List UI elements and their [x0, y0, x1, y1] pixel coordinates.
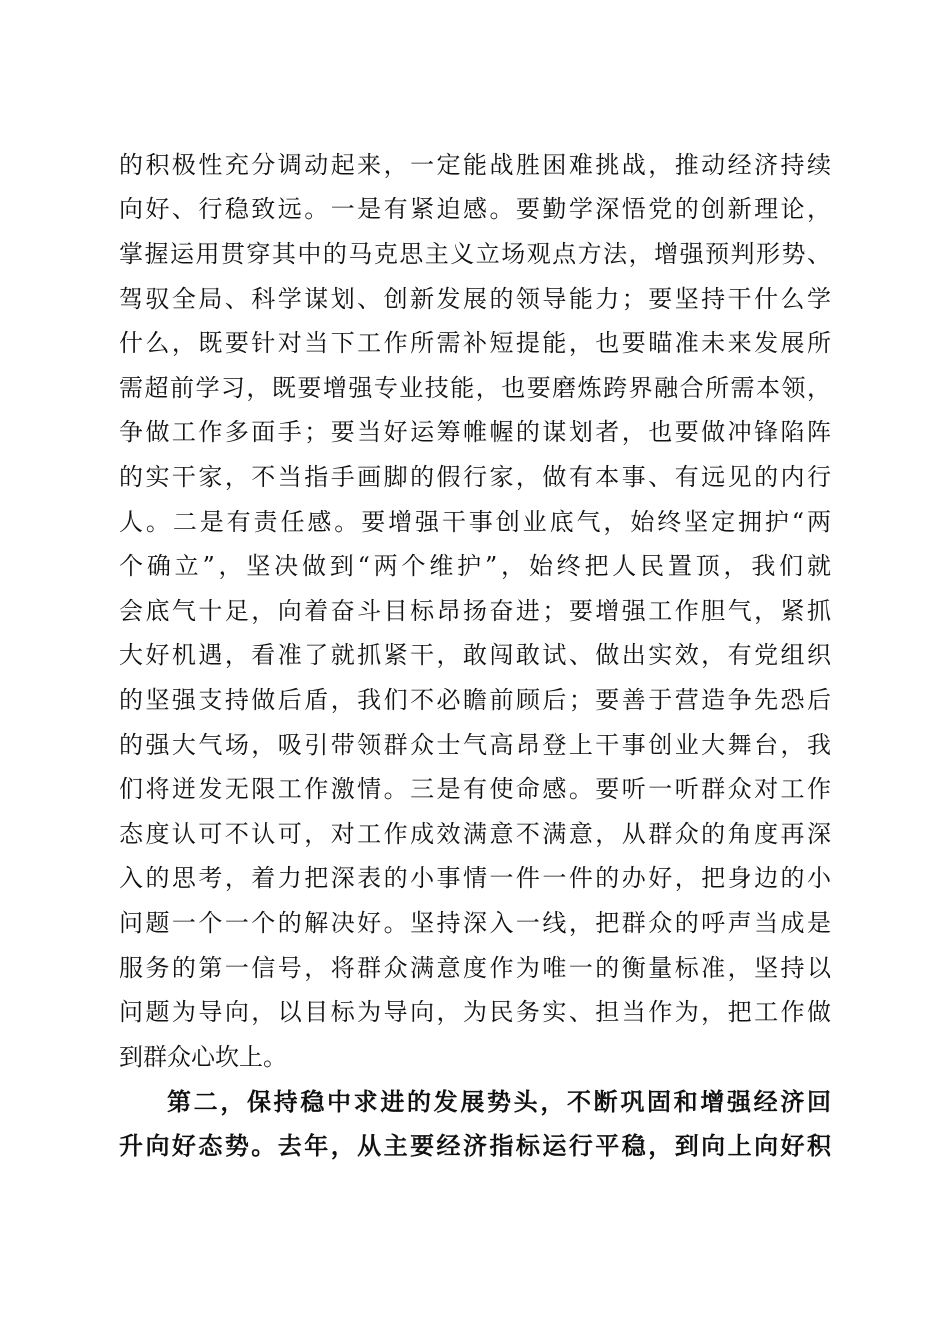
text-line: 问题一个一个的解决好。坚持深入一线，把群众的呼声当成是: [119, 909, 831, 937]
text-line: 的积极性充分调动起来，一定能战胜困难挑战，推动经济持续: [119, 151, 831, 179]
text-line: 入的思考，着力把深表的小事情一件一件的办好，把身边的小: [119, 864, 831, 892]
text-line: 大好机遇，看准了就抓紧干，敢闯敢试、做出实效，有党组织: [119, 641, 831, 669]
text-line: 个确立”，坚决做到“两个维护”，始终把人民置顶，我们就: [119, 552, 831, 580]
text-line: 升向好态势。去年，从主要经济指标运行平稳，到向上向好积: [119, 1131, 831, 1160]
text-line: 人。二是有责任感。要增强干事创业底气，始终坚定拥护“两: [119, 508, 831, 536]
text-line: 向好、行稳致远。一是有紧迫感。要勤学深悟党的创新理论，: [119, 195, 831, 223]
text-line: 问题为导向，以目标为导向，为民务实、担当作为，把工作做: [119, 998, 831, 1026]
text-line: 的实干家，不当指手画脚的假行家，做有本事、有远见的内行: [119, 463, 831, 491]
text-line: 服务的第一信号，将群众满意度作为唯一的衡量标准，坚持以: [119, 954, 831, 982]
text-line: 第二，保持稳中求进的发展势头，不断巩固和增强经济回: [167, 1087, 831, 1116]
text-line: 驾驭全局、科学谋划、创新发展的领导能力；要坚持干什么学: [119, 285, 831, 313]
text-line: 的强大气场，吸引带领群众士气高昂登上干事创业大舞台，我: [119, 731, 831, 759]
text-line: 什么，既要针对当下工作所需补短提能，也要瞄准未来发展所: [119, 329, 831, 357]
text-line: 们将迸发无限工作激情。三是有使命感。要听一听群众对工作: [119, 775, 831, 803]
text-line: 需超前学习，既要增强专业技能，也要磨炼跨界融合所需本领，: [119, 374, 831, 402]
text-line: 的坚强支持做后盾，我们不必瞻前顾后；要善于营造争先恐后: [119, 686, 831, 714]
text-line: 会底气十足，向着奋斗目标昂扬奋进；要增强工作胆气，紧抓: [119, 597, 831, 625]
text-line: 掌握运用贯穿其中的马克思主义立场观点方法，增强预判形势、: [119, 240, 831, 268]
text-line: 态度认可不认可，对工作成效满意不满意，从群众的角度再深: [119, 820, 831, 848]
text-line: 到群众心坎上。: [119, 1043, 287, 1071]
text-line: 争做工作多面手；要当好运筹帷幄的谋划者，也要做冲锋陷阵: [119, 418, 831, 446]
